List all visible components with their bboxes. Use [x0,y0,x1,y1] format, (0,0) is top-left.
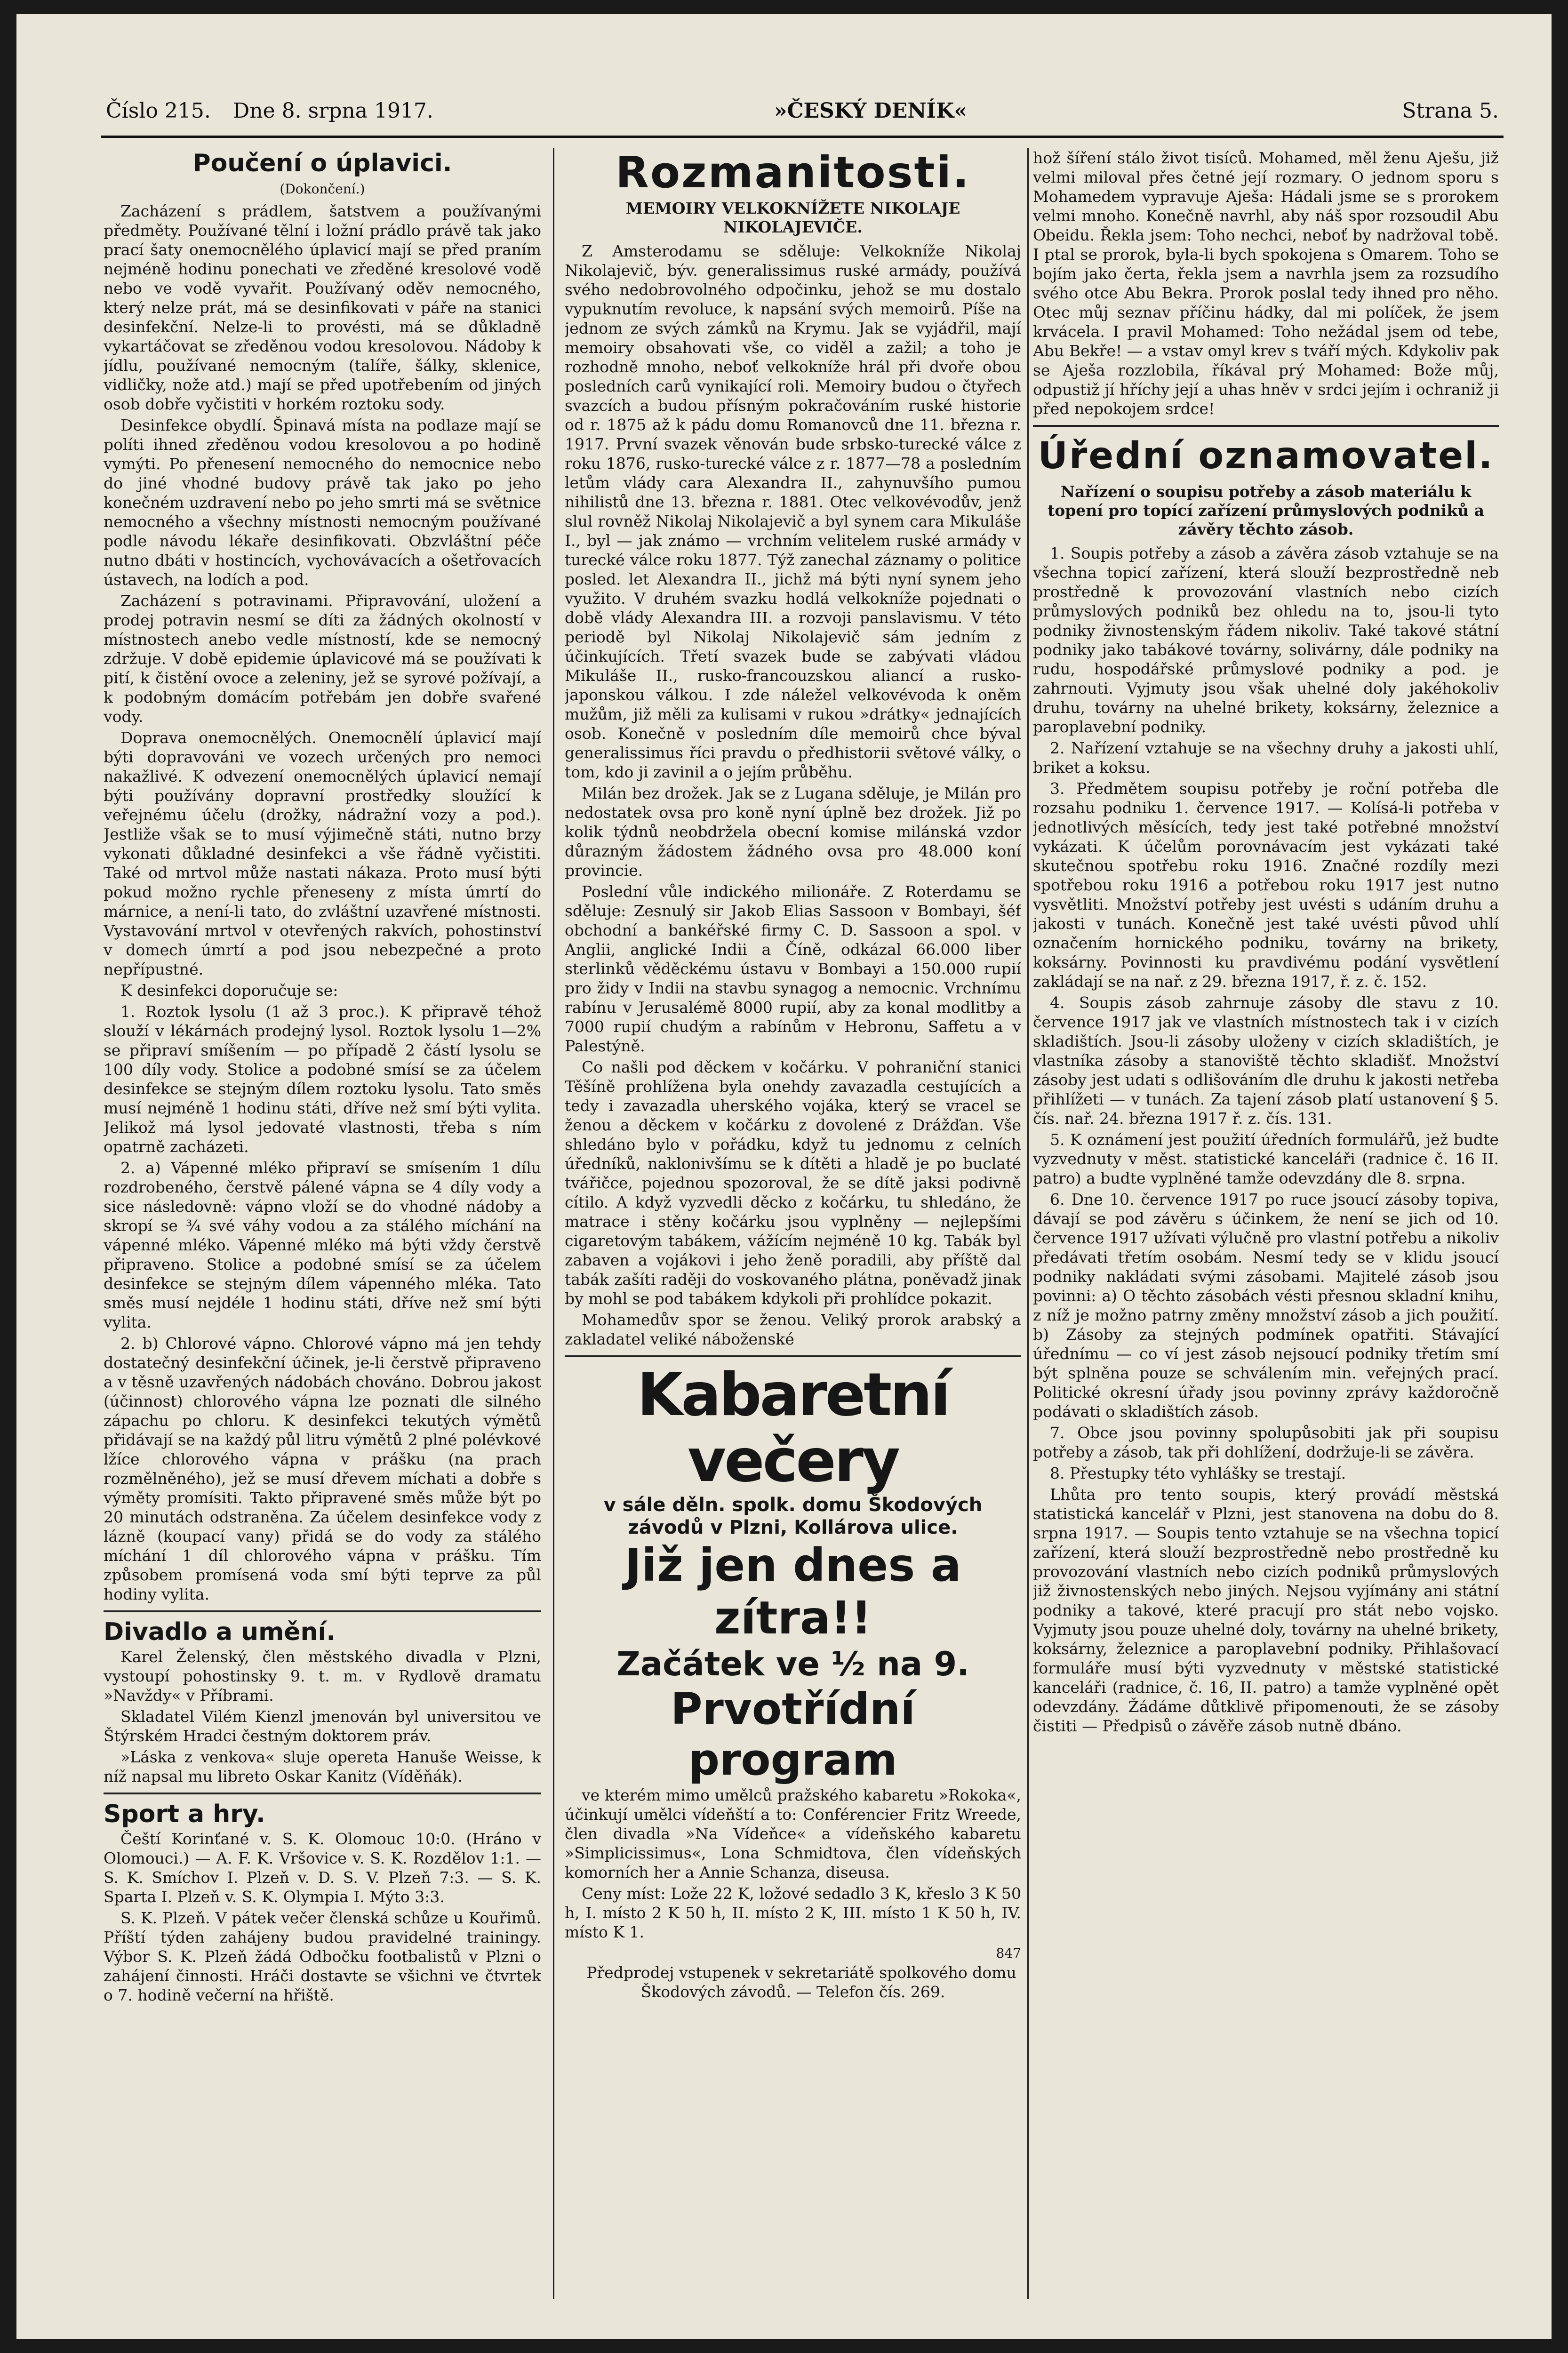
column-2 [565,148,1021,2299]
section-title-sport: Sport a hry. [104,1800,265,1828]
ad-prices: Ceny míst: Lože 22 K, ložové sedadlo 3 K, křeslo 3 K 50 h, I. místo 2 K 50 h, II. místo 2 K, III. místo 1 K 50 h, IV. místo K 1. [565,1884,1021,1941]
paragraph: Desinfekce obydlí. Špinavá místa na podlaze mají se políti ihned zředěnou vodou kresolovou a po hodině vymýti. Po přenesení nemocného do nemocnice nebo do jiné vhodné budovy právě tak jako po jeho konečném uzdravení nebo po jeho smrti má se světnice nemocného a všechny místnosti nemocným používané podle návodu lékaře desinfikovati. Obzvláštní péče nutno dbáti v hostincích, vychovávacích a ošetřovacích ústavech, na lodích a pod. [104,416,541,589]
issue-number: Číslo 215. [106,99,211,123]
article-title: Poučení o úplavici. [192,149,452,177]
continued-note: (Dokončení.) [280,181,365,197]
paragraph: 7. Obce jsou povinny spolupůsobiti jak při soupisu potřeby a zásob, tak při dohlížení, dodržuje-li se závěra. [1033,1424,1499,1461]
ad-presale: Předprodej vstupenek v sekretariátě spolkového domu Škodových závodů. — Telefon čís. 269. [586,1963,1016,2001]
paragraph: Z Amsterodamu se sděluje: Velkokníže Nikolaj Nikolajevič, býv. generalissimus ruské armády, používá svého nedobrovolného odpočinku, jehož se mu dostalo vypuknutím revoluce, k napsání svých memoirů. Píše na jednom ze svých zámků na Krymu. Jak se vyjádřil, mají memoiry obsahovati vše, co viděl a zažil; a toho je rozhodně mnoho, neboť velkokníže hrál při dvoře obou posledních carů vynikající roli. Memoiry budou o čtyřech svazcích a budou přísným pokračováním ruské historie od r. 1875 až k pádu domu Romanovců dne 11. března r. 1917. První svazek věnován bude srbsko-turecké válce z roku 1876, rusko-turecké válce z r. 1877—78 a posledním letům vlády cara Alexandra II., zahynuvšího pumou nihilistů dne 13. března r. 1881. Otec velkovévodův, jenž slul rovněž Nikolaj Nikolajevič a byl synem cara Mikuláše I., byl — jak známo — vrchním velitelem ruské armády v turecké válce roku 1877. Týž zanechal záznamy o politice posled. let Alexandra II., jichž má býti nyní synem jeho využito. V druhém svazku hodlá velkokníže pojednati o době vlády Alexandra III. a rozvoji panslavismu. V této periodě byl Nikolaj Nikolajevič sám jedním z účinkujících. Třetí svazek bude se zabývati vládou Mikuláše II., rusko-francouzskou aliancí a rusko-japonskou válkou. I zde náležel velkovévoda k oněm mužům, již měli za kulisami v rukou »drátky« jednajících osob. Konečně v posledním díle memoirů chce býval generalissimus říci pravdu o předhistorii světové války, o tom, kdo ji zavinil a o jejím průběhu. [565,242,1021,781]
paragraph: 4. Soupis zásob zahrnuje zásoby dle stavu z 10. července 1917 jak ve vlastních místnostech tak i v cizích skladištích. Jsou-li zásoby uloženy v cizích skladištích, je vlastníka zásoby a stanoviště těchto skladišť. Množství zásoby jest udati s odlišováním dle druhu k jakosti netřeba přihlížeti — v tunách. Za tajení zásob platí ustanovení § 5. čís. nař. 24. března 1917 ř. z. čís. 131. [1033,993,1499,1128]
section-divider [1033,425,1499,427]
ad-venue: v sále děln. spolk. domu Škodových závodů v Plzni, Kollárova ulice. [603,1494,983,1538]
paragraph: 2. a) Vápenné mléko připraví se smísením 1 dílu rozdrobeného, čerstvě pálené vápna se 4 díly vody a sice následovně: vápno vloží se do vhodné nádoby a skropí se ¾ své váhy vodou a za stálého míchání na vápenné mléko. Vápenné mléko má býti vždy čerstvě připraveno. Stolice a podobné smísí se za účelem desinfekce se stejným dílem vápenného mléka. Tato směs musí nejdéle 1 hodinu státi, dříve než smí býti vylita. [104,1159,541,1331]
paragraph: 2. Nařízení vztahuje se na všechny druhy a jakosti uhlí, briket a koksu. [1033,739,1499,776]
paragraph: K desinfekci doporučuje se: [120,981,338,1000]
paragraph: Milán bez drožek. Jak se z Lugana sděluje, je Milán pro nedostatek ovsa pro koně nyní úplně bez drožek. Již po kolik týdnů neobdržela obecní komise milánská vzdor důrazným žádostem žádného ovsa pro 48.000 koní provincie. [565,784,1021,880]
paragraph: 3. Předmětem soupisu potřeby je roční potřeba dle rozsahu podniku 1. července 1917. — Kolísá-li potřeba v jednotlivých měsících, tedy jest také potřebné množství vykázati. K účelům porovnávacím jest vykázati také skutečnou spotřebu roku 1916. Značné rozdíly mezi spotřebou roku 1916 a potřebou roku 1917 jest nutno vysvětliti. Množství potřeby jest uvésti s udáním druhu a jakosti v tunách. Konečně jest také uvésti původ uhlí označením hornického podniku, továrny na brikety, koksárny. Povinnosti ku pravdivému podání vysvětlení zakládají se na nař. z 29. března 1917, ř. z. č. 152. [1033,779,1499,991]
section-divider [104,1610,541,1612]
paragraph: Co našli pod děckem v kočárku. V pohraniční stanici Těšíně prohlížena byla onehdy zavazadla cestujících a tedy i zavazadla uherského vojáka, který se vracel se ženou a děckem v kočárku z dovolené z Drážďan. Vše shledáno bylo v pořádku, když tu jednomu z celních úředníků, naklonivšímu se k dítěti a hladě je po buclaté tvářičce, pojednou spozoroval, že se dítě jaksi podivně cítilo. A když vyzvedli děcko z kočárku, tu shledáno, že matrace i stěny kočárku jsou vyplněny — nejlepšími cigaretovým tabákem, vážícím nejméně 10 kg. Tabák byl zabaven a vojákovi i jeho ženě poradili, aby příště dal tabák zašíti raději do voskovaného plátna, poněvadž jinak by mohl se pod tabákem kdykoli při prohlídce pokazit. [565,1058,1021,1308]
paragraph: 1. Roztok lysolu (1 až 3 proc.). K připravě téhož slouží v lékárnách prodejný lysol. Roztok lysolu 1—2% se připraví smíšením — po případě 2 částí lysolu se 100 díly vody. Stolice a podobné smísí se za účelem desinfekce se stejným dílem roztoku lysolu. Tato směs musí nejméně 1 hodinu státi, dříve než smí býti vylita. Jelikož má lysol jedovaté vlastnosti, třeba s ním opatrně zacházeti. [104,1002,541,1156]
paragraph: Karel Želenský, člen městského divadla v Plzni, vystoupí pohostinsky 9. t. m. v Rydlově dramatu »Navždy« v Příbrami. [104,1648,541,1705]
paragraph: 2. b) Chlorové vápno. Chlorové vápno má jen tehdy dostatečný desinfekční účinek, je-li čerstvě připraveno a v těsně uzavřených nádobách chováno. Dobrou jakost (účinnost) chlorového vápna lze poznati dle silného zápachu po chloru. K desinfekci tekutých výmětů přidávají se na každý půl litru výmětů 2 plné polévkové lžíce chlorového vápna v prášku (na prach rozmělněného), jež se musí dřevem míchati a dobře s výměty promísiti. Takto připravené směs může být po 20 minutách odstraněna. Za účelem desinfekce vody z lázně (koupací vany) přidá se do vody za stálého míchání 1 díl chlorového vápna v prášku. Tím způsobem promísená voda smí býti teprve za půl hodiny vylita. [104,1334,541,1603]
section-title-theatre: Divadlo a umění. [104,1618,336,1646]
ad-performers: ve kterém mimo umělců pražského kabaretu »Rokoka«, účinkují umělci vídeňští a to: Conférencier Fritz Wreede, člen divadla »Na Vídeňce« a vídeňského kabaretu »Simplicissimus«, Lona Schmidtova, člen vídeňských komorních her a Annie Schanza, diseusa. [565,1786,1021,1881]
header-rule [101,136,1504,138]
section-divider [104,1793,541,1794]
ad-start-time: Začátek ve ½ na 9. [616,1645,969,1683]
column-3 [1033,148,1499,2299]
column-separator [553,148,554,2299]
paragraph: Zacházení s prádlem, šatstvem a používanými předměty. Používané tělní i ložní prádlo právě tak jako prací šaty onemocnělého úplavicí mají se před praním nejméně hodinu ponechati ve zředěné kresolové vodě nebo ve vodě vyvařit. Používaný oděv nemocného, který nelze prát, má se desinfikovati v páře na stanici desinfekční. Nelze-li to provésti, má se důkladně vykartáčovat se zředěnou vodou kresolovou. Nádoby k jídlu, používané nemocným (talíře, šálky, sklenice, vidličky, nože atd.) mají se před upotřebením od jiných osob dobře vyčistiti v horkém roztoku sody. [104,202,541,413]
section-title-official: Úřední oznamovatel. [1038,435,1494,477]
paragraph: 6. Dne 10. července 1917 po ruce jsoucí zásoby topiva, dávají se pod závěru s účinkem, že není se jich od 10. července 1917 užívati výlučně pro vlastní potřebu a nikoliv předávati třetím osobám. Nesmí tedy se v klidu jsoucí podniky nakládati svými zásobami. Majitelé zásob jsou povinni: a) O těchto zásobách vésti přesnou skladní knihu, z níž je možno patrny změny množství zásob a jich použití. b) Zásoby za stejných podmínek opatřiti. Stávající úřednímu — co ví jest zásob nejsoucí podniky třetím smí být splněna pouze se schválením min. veřejných prací. Politické okresní úřady jsou povinny zprávy každoročně podávati o skladištích zásob. [1033,1190,1499,1421]
section-title-miscellany: Rozmanitosti. [616,148,970,198]
paragraph: S. K. Plzeň. V pátek večer členská schůze u Kouřimů. Příští týden zahájeny budou pravidelné trainingy. Výbor S. K. Plzeň žádá Odbočku footbalistů v Plzni o zahájení činnosti. Hráči dostavte se všichni ve čtvrtek o 7. hodině večerní na hřiště. [104,1909,541,2004]
ad-dates: Již jen dnes a zítra!! [624,1539,961,1644]
paragraph: Skladatel Vilém Kienzl jmenován byl universitou ve Štýrském Hradci čestným doktorem práv. [104,1707,541,1745]
ad-headline: Kabaretní večery [637,1360,949,1495]
cabaret-advertisement [565,1362,1021,2001]
paragraph: 5. K oznámení jest použití úředních formulářů, jež budte vyzvednuty v měst. statistické kanceláři (radnice č. 16 II. patro) a budte vyplněné tamže odevzdány dle 8. srpna. [1033,1130,1499,1187]
page-header [101,94,1504,132]
page-number: Strana 5. [1402,99,1499,123]
paragraph: »Láska z venkova« sluje opereta Hanuše Weisse, k níž napsal mu libreto Oskar Kanitz (Víděňák). [104,1748,541,1785]
paragraph: Poslední vůle indického milionáře. Z Roterdamu se sděluje: Zesnulý sir Jakob Elias Sassoon v Bombayi, šéf obchodní a bankéřské firmy C. D. Sassoon a spol. v Anglii, anglické Indii a Číně, odkázal 66.000 liber sterlinků věděckému ústavu v Bombayi a 150.000 rupií pro židy v Indii na stavbu synagog a nemocnic. Vrchnímu rabínu v Jerusalémě 8000 rupií, aby za konal modlitby a 7000 rupií chudým a rabínům v Hebronu, Saffetu a v Palestýně. [565,882,1021,1055]
column-separator [1027,148,1029,2299]
column-1 [104,148,541,2299]
paragraph: Mohamedův spor se ženou. Veliký prorok arabský a zakladatel veliké náboženské [565,1311,1021,1348]
ad-program-title: Prvotřídní program [671,1684,915,1785]
newspaper-page [16,14,1552,2339]
ad-code: 847 [996,1945,1021,1961]
paragraph: 8. Přestupky této vyhlášky se trestají. [1050,1464,1346,1482]
section-divider [565,1355,1021,1357]
paragraph: Čeští Korinťané v. S. K. Olomouc 10:0. (Hráno v Olomouci.) — A. F. K. Vršovice v. S. K. Rozdělov 1:1. — S. K. Smíchov I. Plzeň v. D. S. V. Plzeň 7:3. — S. K. Sparta I. Plzeň v. S. K. Olympia I. Mýto 3:3. [104,1830,541,1906]
paragraph: Doprava onemocnělých. Onemocnělí úplavicí mají býti dopravováni ve vozech určených pro nemoci nakažlivé. K odvezení onemocnělých úplavicí nemají býti používány dopravní prostředky sloužící k veřejnému účelu (drožky, nádražní vozy a pod.). Jestliže však se to musí výjimečně státi, nutno brzy vykonati důkladné desinfekci a vše řádně vyčistiti. Také od mrtvol může nastati nákaza. Proto musí býti pokud možno rychle přeneseny z místa úmrtí do márnice, a není-li tato, do zvláštní uzavřené místnosti. Vystavování mrtvol v otevřených rakvích, pohostinství v domech úmrtí a pod jsou nebezpečné a proto nepřípustné. [104,728,541,978]
paragraph: Lhůta pro tento soupis, který provádí městská statistická kancelář v Plzni, jest stanovena na dobu do 8. srpna 1917. — Soupis tento vztahuje se na všechna topicí zařízení, která slouží bezprostředně nebo prostředně ku provozování vlastních nebo cizích podniků průmyslových již živnostenských nebo jiných. Nejsou vyjímány ani státní podniky a takové, které pracují pro stát nebo vojsko. Vyjmuty jsou pouze uhelné doly, továrny na uhelné brikety, koksárny, železnice a paroplavební podniky. Přihlašovací formuláře musí býti vyzvednuty v městské statistické kanceláři (radnice, č. 16, II. patro) a tamže vyplněné opět odevzdány. Žádáme důtklivě připomenouti, že se zásoby čistiti — Předpisů o závěře zásob nutně dbáno. [1033,1485,1499,1735]
issue-date: Dne 8. srpna 1917. [233,99,433,123]
paragraph: 1. Soupis potřeby a zásob a závěra zásob vztahuje se na všechna topicí zařízení, která slouží bezprostředně neb prostředně k provozování vlastních nebo cizích průmyslových podniků bez ohledu na to, jsou-li tyto podniky živnostenským řádem nikoliv. Také takové státní podniky jako tabákové továrny, solivárny, dále podniky na rudu, hospodářské průmyslové podniky a pod. je zahrnouti. Vyjmuty jsou však uhelné doly jakéhokoliv druhu, továrny na uhelné brikety, koksárny, železnice a paroplavební podniky. [1033,544,1499,736]
paragraph: hož šíření stálo život tisíců. Mohamed, měl ženu Aješu, již velmi miloval přes četné její rozmary. O jednom sporu s Mohamedem vypravuje Aješa: Hádali jsme se s prorokem velmi mnoho. Konečně navrhl, aby náš spor rozsoudil Abu Obeidu. Řekla jsem: Toho nechci, neboť by nadržoval tobě. I ptal se prorok, byla-li bych spokojena s Omarem. Toho se bojím jako čerta, řekla jsem a navrhla jsem za rozsudího svého otce Abu Bekra. Prorok poslal tedy ihned pro něho. Otec můj seznav příčinu hádky, dal mi políček, že jsem krvácela. I pravil Mohamed: Toho nežádal jsem od tebe, Abu Bekře! — a vstav omyl krev s tváří mých. Kdykoliv pak se Aješa rozzlobila, říkával prý Mohamed: Bože můj, odpustiž jí hříchy její a uhas hněv v srdci jejím i ochraniž ji před nepokojem srdce! [1033,149,1499,418]
article-subtitle: MEMOIRY VELKOKNÍŽETE NIKOLAJE NIKOLAJEVIČE. [625,199,960,236]
newspaper-name: »ČESKÝ DENÍK« [774,99,967,123]
paragraph: Zacházení s potravinami. Připravování, uložení a prodej potravin nesmí se díti za žádných okolností v místnostech anebo vedle místností, kde se nemocný zdržuje. V době epidemie úplavicové má se používati k pití, k čistění ovoce a zeleniny, jež se syrové požívají, a k podobným domácím potřebám jen dobře svařené vody. [104,592,541,726]
article-subtitle: Nařízení o soupisu potřeby a zásob materiálu k topení pro topící zařízení průmyslových podniků a závěry těchto zásob. [1047,482,1485,538]
